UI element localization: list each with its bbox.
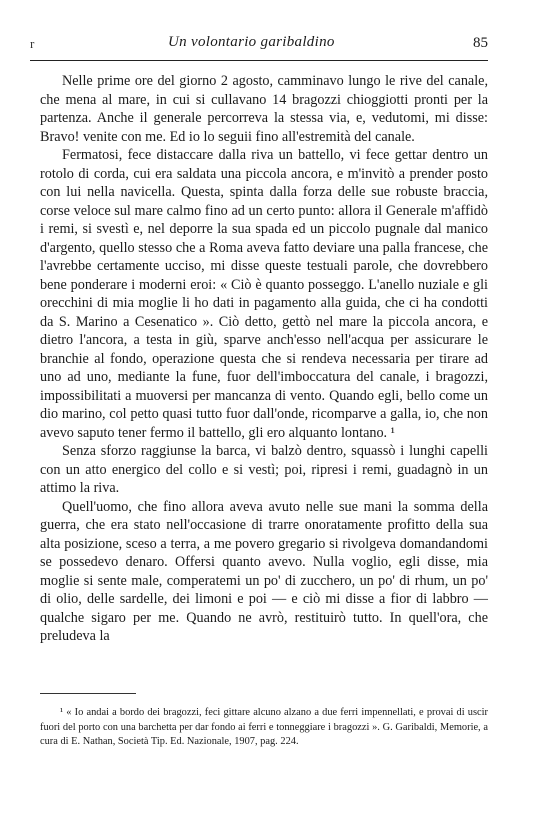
running-title: Un volontario garibaldino — [168, 34, 335, 50]
footnote — [40, 706, 488, 750]
body-text — [40, 72, 488, 646]
footnote-rule — [40, 693, 136, 694]
paragraph-3: Senza sforzo raggiunse la barca, vi balzò dentro, squassò i lunghi capelli con un atto energico del collo e si vestì; poi, ripresi i remi, guadagnò in un attimo la riva. — [40, 443, 488, 496]
corner-mark: r — [30, 36, 35, 51]
page-number: 85 — [473, 35, 488, 51]
paragraph-2: Fermatosi, fece distaccare dalla riva un battello, vi fece gettar dentro un rotolo di corda, cui era saldata una piccola ancora, e m'invitò a prender posto con lui nella navicella. Questa, spinta dalla forza delle sue robuste braccia, corse veloce sul mare calmo fino ad un certo punto: allora il Generale m'affidò i remi, si svestì e, nel deporre la sua spada ed un piccolo pugnale dal manico d'argento, quello stesso che a Roma aveva fatto deviare una palla francese, che l'avrebbe certamente ucciso, mi disse queste testuali parole, che dovrebbero bene ponderare i moderni eroi: « Ciò è quanto posseggo. L'anello nuziale e gli orecchini di mia moglie li ho dati in pagamento alla guida, che ci ha condotti da S. Marino a Cesenatico ». Ciò detto, gettò nel mare la piccola ancora, e dietro l'ancora, a testa in giù, sparve anch'esso nell'acqua per assicurare le branchie al fondo, operazione questa che si rendeva necessaria per tirare ad uno ad uno, mediante la fune, fuor dell'imboccatura del canale, i bragozzi, impossibilitati a muoversi per mancanza di vento. Quando egli, bello come un dio marino, col petto quasi tutto fuor dall'onde, ricomparve a galla, io, che non avevo saputo tener fermo il battello, gli ero alquanto lontano. ¹ — [40, 147, 488, 441]
paragraph-4: Quell'uomo, che fino allora aveva avuto nelle sue mani la somma della guerra, che era stato nell'occasione di trarre onoratamente profitto della sua alta posizione, sceso a terra, a me povero gregario si rivolgeva domandandomi se possedevo denaro. Offersi quanto avevo. Nulla voglio, egli disse, mia moglie si sente male, comperatemi un po' di zucchero, un po' di rhum, un po' di olio, delle sardelle, dei limoni e poi — e ciò mi disse a fior di labbro — qualche sigaro per me. Quando ne avrò, restituirò tutto. In quell'ora, che preludeva la — [40, 498, 488, 644]
header-rule — [30, 60, 488, 61]
paragraph-1: Nelle prime ore del giorno 2 agosto, camminavo lungo le rive del canale, che mena al mare, in cui si cullavano 14 bragozzi chioggiotti pronti per la partenza. Anche il generale percorreva la stessa via, e, vedutomi, mi disse: Bravo! venite con me. Ed io lo seguii fino all'estremità del canale. — [40, 73, 488, 145]
footnote-text: ¹ « Io andai a bordo dei bragozzi, feci gittare alcuno alzano a due ferri impennellati, e provai di uscir fuori del porto con una barchetta per dar fondo ai ferri e tonneggiare i bragozzi ». G. Garibaldi, Memorie, a cura di E. Nathan, Società Tip. Ed. Nazionale, 1907, pag. 224. — [40, 707, 488, 747]
